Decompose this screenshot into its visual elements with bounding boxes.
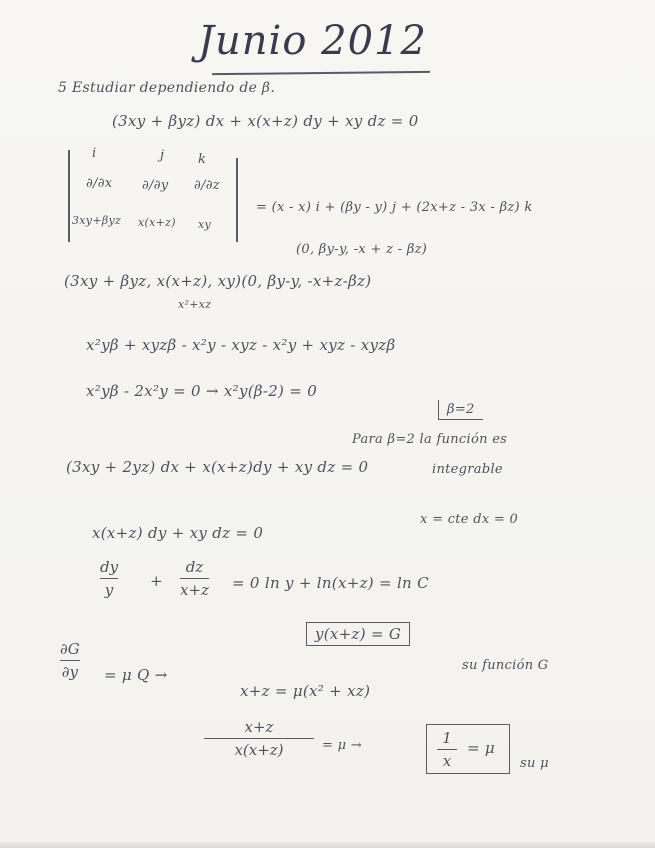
det-k: k [198, 152, 207, 167]
fraction-bar [204, 738, 314, 739]
fraction-bar [180, 578, 209, 579]
G-note: su función G [462, 658, 549, 673]
fraction-bar [437, 749, 457, 750]
det-p: 3xy+βyz [72, 214, 122, 227]
mu-box-fraction [437, 729, 457, 770]
curl-vector: (0, βy-y, -x + z - βz) [296, 242, 428, 257]
mu-result-box [426, 724, 510, 774]
main-equation: (3xy + βyz) dx + x(x+z) dy + xy dz = 0 [112, 112, 419, 130]
fraction-bar [60, 660, 80, 661]
det-j: j [160, 148, 165, 163]
mu-note: su μ [520, 756, 549, 771]
determinant-right-bar [236, 158, 238, 242]
dot-product: (3xy + βyz, x(x+z), xy)(0, βy-y, -x+z-βz) [64, 272, 372, 290]
plus-sign: + [150, 572, 163, 590]
beta-result-box: β=2 [438, 400, 483, 420]
simplified-line: x²yβ - 2x²y = 0 → x²y(β-2) = 0 [86, 382, 318, 400]
partial-den: ∂y [61, 663, 78, 682]
constant-note: x = cte dx = 0 [420, 512, 519, 527]
mu-Q-line: = μ Q → [104, 666, 168, 684]
log-equation: = 0 ln y + ln(x+z) = ln C [232, 574, 429, 592]
fraction-dy-den: y [104, 581, 114, 600]
det-dz: ∂/∂z [194, 178, 220, 193]
determinant-left-bar [68, 150, 70, 242]
fraction-dz-num: dz [185, 558, 204, 576]
det-dx: ∂/∂x [86, 176, 113, 191]
det-q: x(x+z) [138, 216, 176, 229]
title-underline [212, 71, 430, 75]
page-title: Junio 2012 [198, 18, 427, 64]
fraction-bar [100, 578, 118, 579]
mu-result-line: = μ → [322, 738, 362, 753]
expansion-line: x²yβ + xyzβ - x²y - xyz - x²y + xyz - xyzβ [86, 336, 396, 354]
problem-statement: 5 Estudiar dependiendo de β. [58, 80, 276, 96]
fraction-dz-den: x+z [180, 581, 209, 600]
mu-fraction-num: x+z [244, 718, 274, 736]
mu-fraction-den: x(x+z) [234, 741, 284, 760]
fraction-dz-xz [180, 558, 209, 599]
para-note-2: integrable [432, 462, 503, 477]
mu-box-num: 1 [442, 729, 452, 747]
curl-result: = (x - x) i + (βy - y) j + (2x+z - 3x - βz) k [256, 200, 533, 215]
fraction-dy-num: dy [100, 558, 119, 576]
G-function-box: y(x+z) = G [306, 622, 410, 646]
integrable-equation: (3xy + 2yz) dx + x(x+z)dy + xy dz = 0 [66, 458, 369, 476]
reduced-equation: x(x+z) dy + xy dz = 0 [92, 524, 264, 542]
para-note-1: Para β=2 la función es [352, 432, 508, 447]
det-dy: ∂/∂y [142, 178, 169, 193]
mu-box-den: x [442, 752, 452, 771]
mu-fraction [204, 718, 314, 759]
fraction-dy-y [100, 558, 118, 599]
page-bottom-edge [0, 842, 655, 848]
det-i: i [92, 146, 97, 161]
mu-box-rhs: = μ [467, 739, 495, 757]
partial-G-y [60, 640, 80, 681]
mu-equation: x+z = μ(x² + xz) [240, 682, 371, 700]
partial-num: ∂G [60, 640, 80, 658]
det-r: xy [198, 218, 212, 231]
dot-product-sub: x²+xz [178, 298, 212, 311]
